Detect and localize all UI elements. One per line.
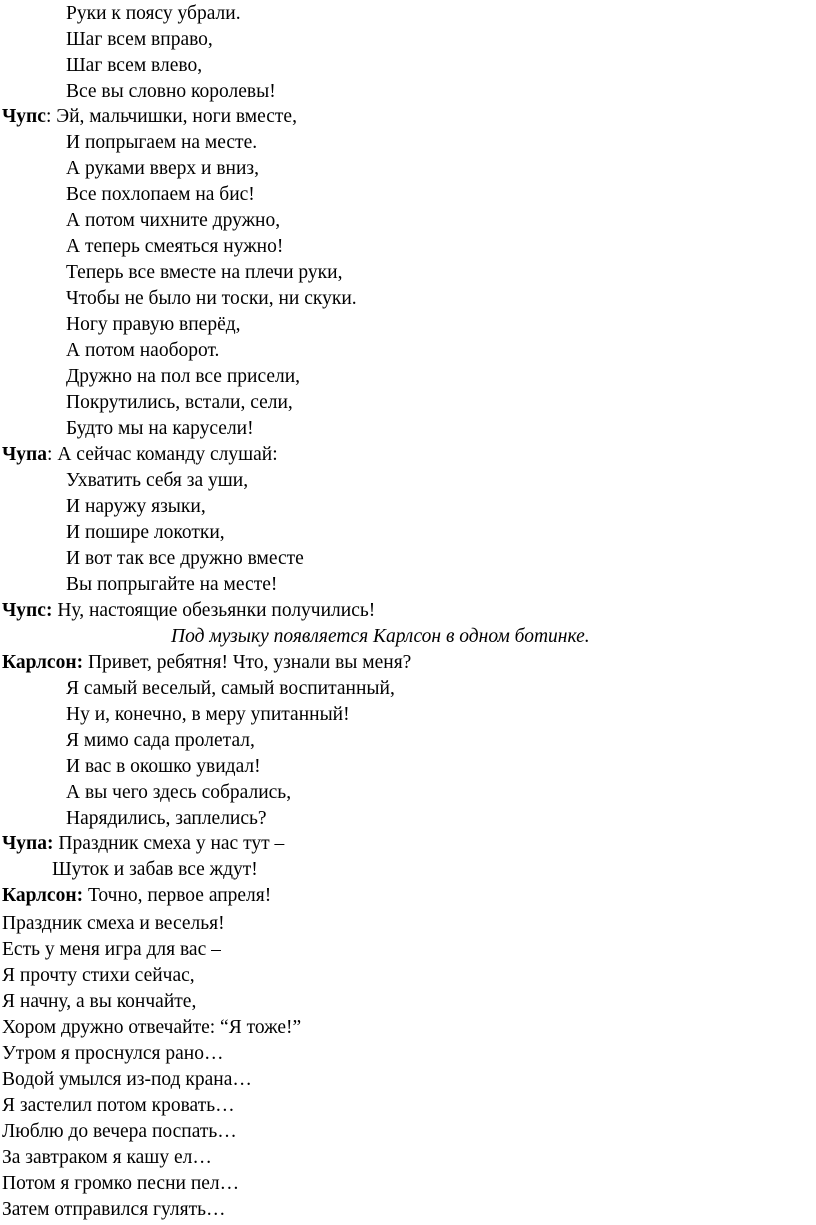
verse-line: А руками вверх и вниз,: [66, 158, 259, 179]
verse-line: А потом чихните дружно,: [66, 210, 281, 231]
verse-line: Есть у меня игра для вас –: [2, 939, 221, 960]
verse-line: Праздник смеха и веселья!: [2, 913, 225, 934]
verse-line: Руки к поясу убрали.: [66, 3, 241, 24]
verse-line: Люблю до вечера поспать…: [2, 1121, 237, 1142]
speaker-name: Карлсон:: [2, 885, 84, 906]
verse-line: Я прочту стихи сейчас,: [2, 965, 195, 986]
verse-line: Теперь все вместе на плечи руки,: [66, 262, 343, 283]
verse-line: Потом я громко песни пел…: [2, 1173, 240, 1194]
verse-line: И вас в окошко увидал!: [66, 756, 261, 777]
speaker-text: : А сейчас команду слушай:: [47, 444, 278, 465]
verse-line: А вы чего здесь собрались,: [66, 782, 292, 803]
verse-line: Шуток и забав все ждут!: [52, 859, 258, 880]
verse-line: Нарядились, заплелись?: [66, 808, 267, 829]
verse-line: Дружно на пол все присели,: [66, 366, 301, 387]
verse-line: Все вы словно королевы!: [66, 81, 276, 102]
verse-line: Я самый веселый, самый воспитанный,: [66, 678, 395, 699]
verse-line: И попрыгаем на месте.: [66, 132, 258, 153]
verse-line: Покрутились, встали, сели,: [66, 392, 293, 413]
verse-line: Водой умылся из-под крана…: [2, 1069, 252, 1090]
speaker-text: Праздник смеха у нас тут –: [53, 833, 285, 854]
verse-line: Ухватить себя за уши,: [66, 470, 249, 491]
verse-line: Шаг всем влево,: [66, 55, 203, 76]
speaker-name: Чупа: [2, 444, 48, 465]
verse-line: Ногу правую вперёд,: [66, 314, 241, 335]
stage-direction: Под музыку появляется Карлсон в одном ботинке.: [171, 626, 590, 647]
verse-line: А потом наоборот.: [66, 340, 220, 361]
verse-line: И наружу языки,: [66, 496, 206, 517]
verse-line: Вы попрыгайте на месте!: [66, 574, 278, 595]
speaker-text: : Эй, мальчишки, ноги вместе,: [45, 106, 297, 127]
speaker-line: [2, 599, 375, 623]
verse-line: Шаг всем вправо,: [66, 29, 213, 50]
speaker-line: [2, 105, 297, 129]
verse-line: И вот так все дружно вместе: [66, 548, 304, 569]
verse-line: Я застелил потом кровать…: [2, 1095, 235, 1116]
speaker-name: Чупа:: [2, 833, 54, 854]
verse-line: За завтраком я кашу ел…: [2, 1147, 212, 1168]
speaker-name: Карлсон:: [2, 652, 84, 673]
verse-line: Чтобы не было ни тоски, ни скуки.: [66, 288, 357, 309]
speaker-text: Привет, ребятня! Что, узнали вы меня?: [83, 652, 412, 673]
verse-line: Ну и, конечно, в меру упитанный!: [66, 704, 350, 725]
speaker-line: [2, 443, 278, 467]
speaker-name: Чупс: [2, 106, 46, 127]
verse-line: Все похлопаем на бис!: [66, 184, 255, 205]
speaker-text: Точно, первое апреля!: [83, 885, 272, 906]
verse-line: Будто мы на карусели!: [66, 418, 254, 439]
verse-line: Хором дружно отвечайте: “Я тоже!”: [2, 1017, 302, 1038]
verse-line: Я мимо сада пролетал,: [66, 730, 255, 751]
verse-line: И пошире локотки,: [66, 522, 225, 543]
speaker-text: Ну, настоящие обезьянки получились!: [52, 600, 376, 621]
verse-line: Утром я проснулся рано…: [2, 1043, 224, 1064]
verse-line: А теперь смеяться нужно!: [66, 236, 284, 257]
speaker-line: [2, 884, 271, 908]
verse-line-overflow: Затем отправился гулять…: [2, 1199, 226, 1220]
speaker-line: [2, 651, 411, 675]
speaker-line: [2, 832, 284, 856]
speaker-name: Чупс:: [2, 600, 53, 621]
verse-line: Я начну, а вы кончайте,: [2, 991, 197, 1012]
